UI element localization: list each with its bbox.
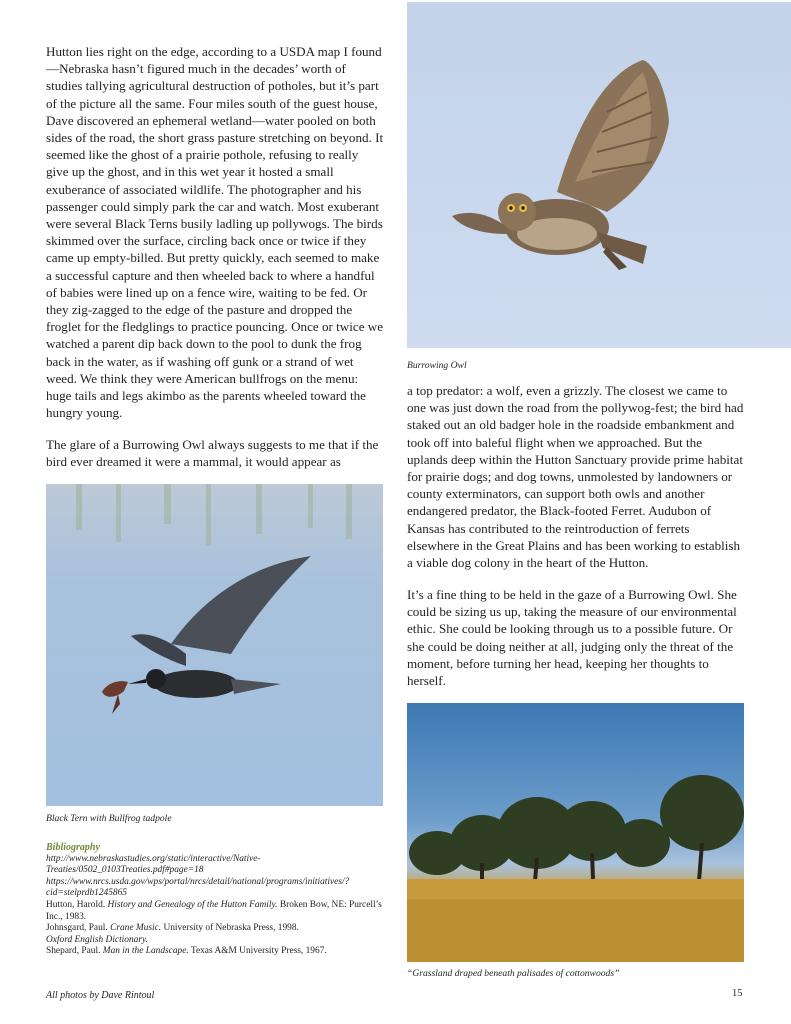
bibliography-entry-hutton: Hutton, Harold. History and Genealogy of the Hutton Family. Broken Bow, NE: Purcell’s Inc., 1983. [46, 899, 382, 922]
burrowing-owl-photo [407, 2, 791, 348]
bibliography-url-1[interactable]: http://www.nebraskastudies.org/static/interactive/Native-Treaties/0502_0103Treaties.pdf#page=18 [46, 853, 261, 876]
bibliography [46, 842, 386, 958]
article-paragraph-2: The glare of a Burrowing Owl always suggests to me that if the bird ever dreamed it were a mammal, it would appear as [46, 437, 379, 470]
bibliography-entry-oed: Oxford English Dictionary. [46, 934, 148, 945]
bibliography-url-2[interactable]: https://www.nrcs.usda.gov/wps/portal/nrcs/detail/national/programs/initiatives/?cid=stelprdb1245865 [46, 876, 350, 899]
article-paragraph-3: a top predator: a wolf, even a grizzly. The closest we came to one was just down the road from the pollywog-fest; the bird had staked out an old badger hole in the roadside embankment and took off into baleful flight when we approached. But the uplands deep within the Hutton Sanctuary provide prime habitat for prairie dogs; and dog towns, unmolested by landowners or county exterminators, can support both owls and another endangered predator, the Black-footed Ferret. Audubon of Kansas has contributed to the reintroduction of ferrets elsewhere in the Great Plains and has been working to establish a viable dog colony in the heart of the Hutton. [407, 383, 744, 571]
article-paragraph-4: It’s a fine thing to be held in the gaze of a Burrowing Owl. She could be sizing us up, taking the measure of our environmental ethic. She could be looking through us to a possible future. Or she could be doing neither at all, judging only the threat of the moment, before turning her head, keeping her thoughts to herself. [407, 587, 737, 689]
article-paragraph-1: Hutton lies right on the edge, according to a USDA map I found—Nebraska hasn’t figured much in the decades’ worth of studies tallying agricultural destruction of potholes, but it’s part of the picture all the same. Four miles south of the guest house, Dave discovered an ephemeral wetland—water pooled on both sides of the road, the short grass pasture stretching on beyond. It seemed like the ghost of a prairie pothole, refusing to really give up the ghost, and in this wet year it hosted a small exuberance of associated wildlife. The photographer and his passenger could simply park the car and watch. Most exuberant were several Black Terns busily ladling up pollywogs. The birds skimmed over the surface, circling back once or twice if they came up empty-billed. But pretty quickly, each seemed to make a successful capture and then wheeled back to where a handful of babies were lined up on a fence wire, waiting to be fed. Or they zig-zagged to the edge of the pasture and dropped the froglet for the fledglings to practice pouncing. Once or twice we watched a parent dip back down to the pool to dunk the frog back in the water, as if washing off gunk or a strand of wet weed. We think they were American bullfrogs on the menu: huge tails and legs akimbo as the parents wheeled toward the hungry young. [46, 44, 384, 421]
black-tern-photo [46, 484, 383, 806]
owl-caption: Burrowing Owl [407, 360, 467, 371]
tern-illustration [46, 484, 383, 806]
bibliography-entry-johnsgard: Johnsgard, Paul. Crane Music. University of Nebraska Press, 1998. [46, 923, 299, 934]
bibliography-entry-shepard: Shepard, Paul. Man in the Landscape. Texas A&M University Press, 1967. [46, 946, 327, 957]
page-number: 15 [732, 988, 743, 999]
tern-caption: Black Tern with Bullfrog tadpole [46, 813, 172, 824]
grassland-photo [407, 703, 744, 962]
grassland-caption: “Grassland draped beneath palisades of cottonwoods” [407, 968, 620, 979]
grassland-illustration [407, 703, 744, 962]
photo-credit: All photos by Dave Rintoul [46, 990, 155, 1001]
bibliography-heading: Bibliography [46, 842, 100, 853]
owl-illustration [407, 2, 791, 348]
